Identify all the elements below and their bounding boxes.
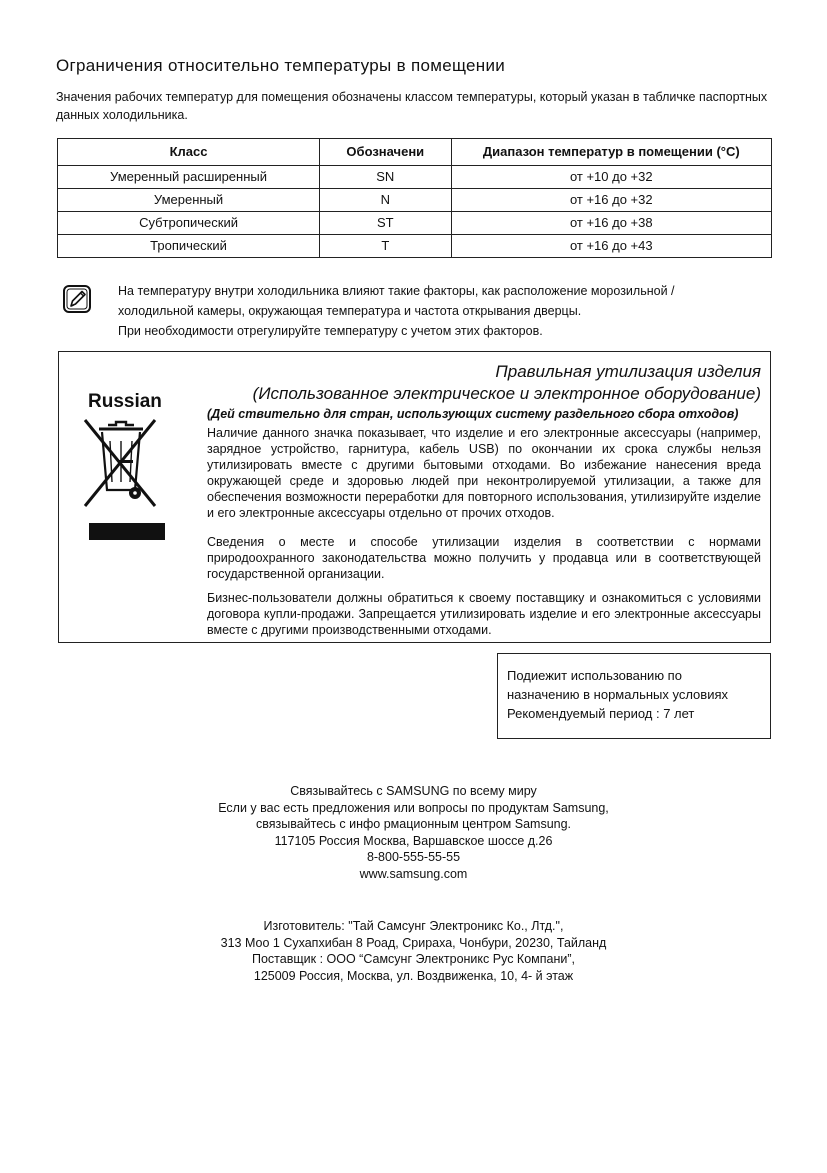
disposal-scope: (Дей ствительно для стран, использующих систему раздельного сбора отходов) <box>207 407 739 421</box>
service-life-box <box>497 653 771 739</box>
disposal-box <box>58 351 771 643</box>
disposal-subtitle: (Использованное электрическое и электронное оборудование) <box>252 384 761 403</box>
note-line: На температуру внутри холодильника влияют такие факторы, как расположение морозильной / <box>118 284 675 298</box>
note-line: При необходимости отрегулируйте температуру с учетом этих факторов. <box>118 324 543 338</box>
table-row <box>58 166 772 189</box>
cell-symbol: ST <box>320 212 452 235</box>
cell-class: Субтропический <box>58 212 320 235</box>
note-text <box>118 281 778 341</box>
service-life-line: Подиежит использованию по <box>507 668 682 683</box>
contact-line: Связывайтесь с SAMSUNG по всему миру <box>290 784 537 798</box>
language-label: Russian <box>88 391 162 412</box>
contact-line: связывайтесь с инфо рмационным центром Samsung. <box>255 817 572 831</box>
section-intro: Значения рабочих температур для помещения обозначены классом температуры, который указан в табличке паспортных данных холодильника. <box>56 90 768 122</box>
cell-symbol: T <box>320 235 452 258</box>
cell-class: Умеренный <box>58 189 320 212</box>
cell-class: Умеренный расширенный <box>58 166 320 189</box>
cell-range: от +16 до +43 <box>451 235 771 258</box>
cell-class: Тропический <box>58 235 320 258</box>
disposal-paragraph-1: Наличие данного значка показывает, что изделие и его электронные аксессуары (например, зарядное устройство, гарнитура, кабель USB) по окончании их срока службы нельзя утилизировать вместе с другими бытовыми отходами. Во избежание нанесения вреда окружающей среде и здоровью людей при неконтролируемой утилизации, а также для обеспечения возможности переработки для повторного использования, утилизируйте изделие и его электронные аксессуары отдельно от прочих отходов. <box>207 426 761 520</box>
manufacturer-line: 125009 Россия, Москва, ул. Воздвиженка, 10, 4- й этаж <box>253 968 574 983</box>
temperature-class-table <box>57 138 772 258</box>
manufacturer-block <box>0 918 827 984</box>
disposal-paragraph-3: Бизнес-пользователи должны обратиться к своему поставщику и ознакомиться с условиями договора купли-продажи. Запрещается утилизировать изделие и его электронные аксессуары вместе с другими производственными отходами. <box>207 591 761 637</box>
service-life-line: Рекомендуемый период : 7 лет <box>507 706 695 721</box>
manufacturer-line: 313 Моо 1 Сухапхибан 8 Роад, Срираха, Чонбури, 20230, Тайланд <box>220 935 607 950</box>
manufacturer-line: Поставщик : ООО “Самсунг Электроникс Рус Компани”, <box>252 952 575 966</box>
cell-range: от +10 до +32 <box>451 166 771 189</box>
disposal-title: Правильная утилизация изделия <box>495 362 761 381</box>
manufacturer-line: Изготовитель: "Тай Самсунг Электроникс Ко., Лтд.", <box>263 919 564 933</box>
disposal-paragraph-2: Сведения о месте и способе утилизации изделия в соответствии с нормами природоохранного законодательства можно получить у продавца или в соответствующей государственной организации. <box>207 535 761 581</box>
note-line: холодильной камеры, окружающая температура и частота открывания дверцы. <box>118 304 582 318</box>
pencil-note-icon <box>62 284 92 314</box>
cell-symbol: N <box>320 189 452 212</box>
contact-line: Если у вас есть предложения или вопросы по продуктам Samsung, <box>218 800 609 815</box>
header-range: Диапазон температур в помещении (°C) <box>451 139 771 166</box>
section-title: Ограничения относительно температуры в помещении <box>56 56 506 75</box>
service-life-line: назначению в нормальных условиях <box>507 687 728 702</box>
header-class: Класс <box>58 139 320 166</box>
table-row <box>58 235 772 258</box>
contact-phone: 8-800-555-55-55 <box>366 850 461 864</box>
cell-range: от +16 до +32 <box>451 189 771 212</box>
table-row <box>58 189 772 212</box>
header-symbol: Обозначени <box>320 139 452 166</box>
contact-website: www.samsung.com <box>359 866 468 881</box>
cell-symbol: SN <box>320 166 452 189</box>
crossed-out-wheelie-bin-icon <box>79 414 161 514</box>
weee-marker-bar <box>89 523 165 540</box>
cell-range: от +16 до +38 <box>451 212 771 235</box>
contact-block <box>0 783 827 882</box>
table-header-row <box>58 139 772 166</box>
table-row <box>58 212 772 235</box>
contact-line: 117105 Россия Москва, Варшавское шоссе д.26 <box>274 833 553 848</box>
